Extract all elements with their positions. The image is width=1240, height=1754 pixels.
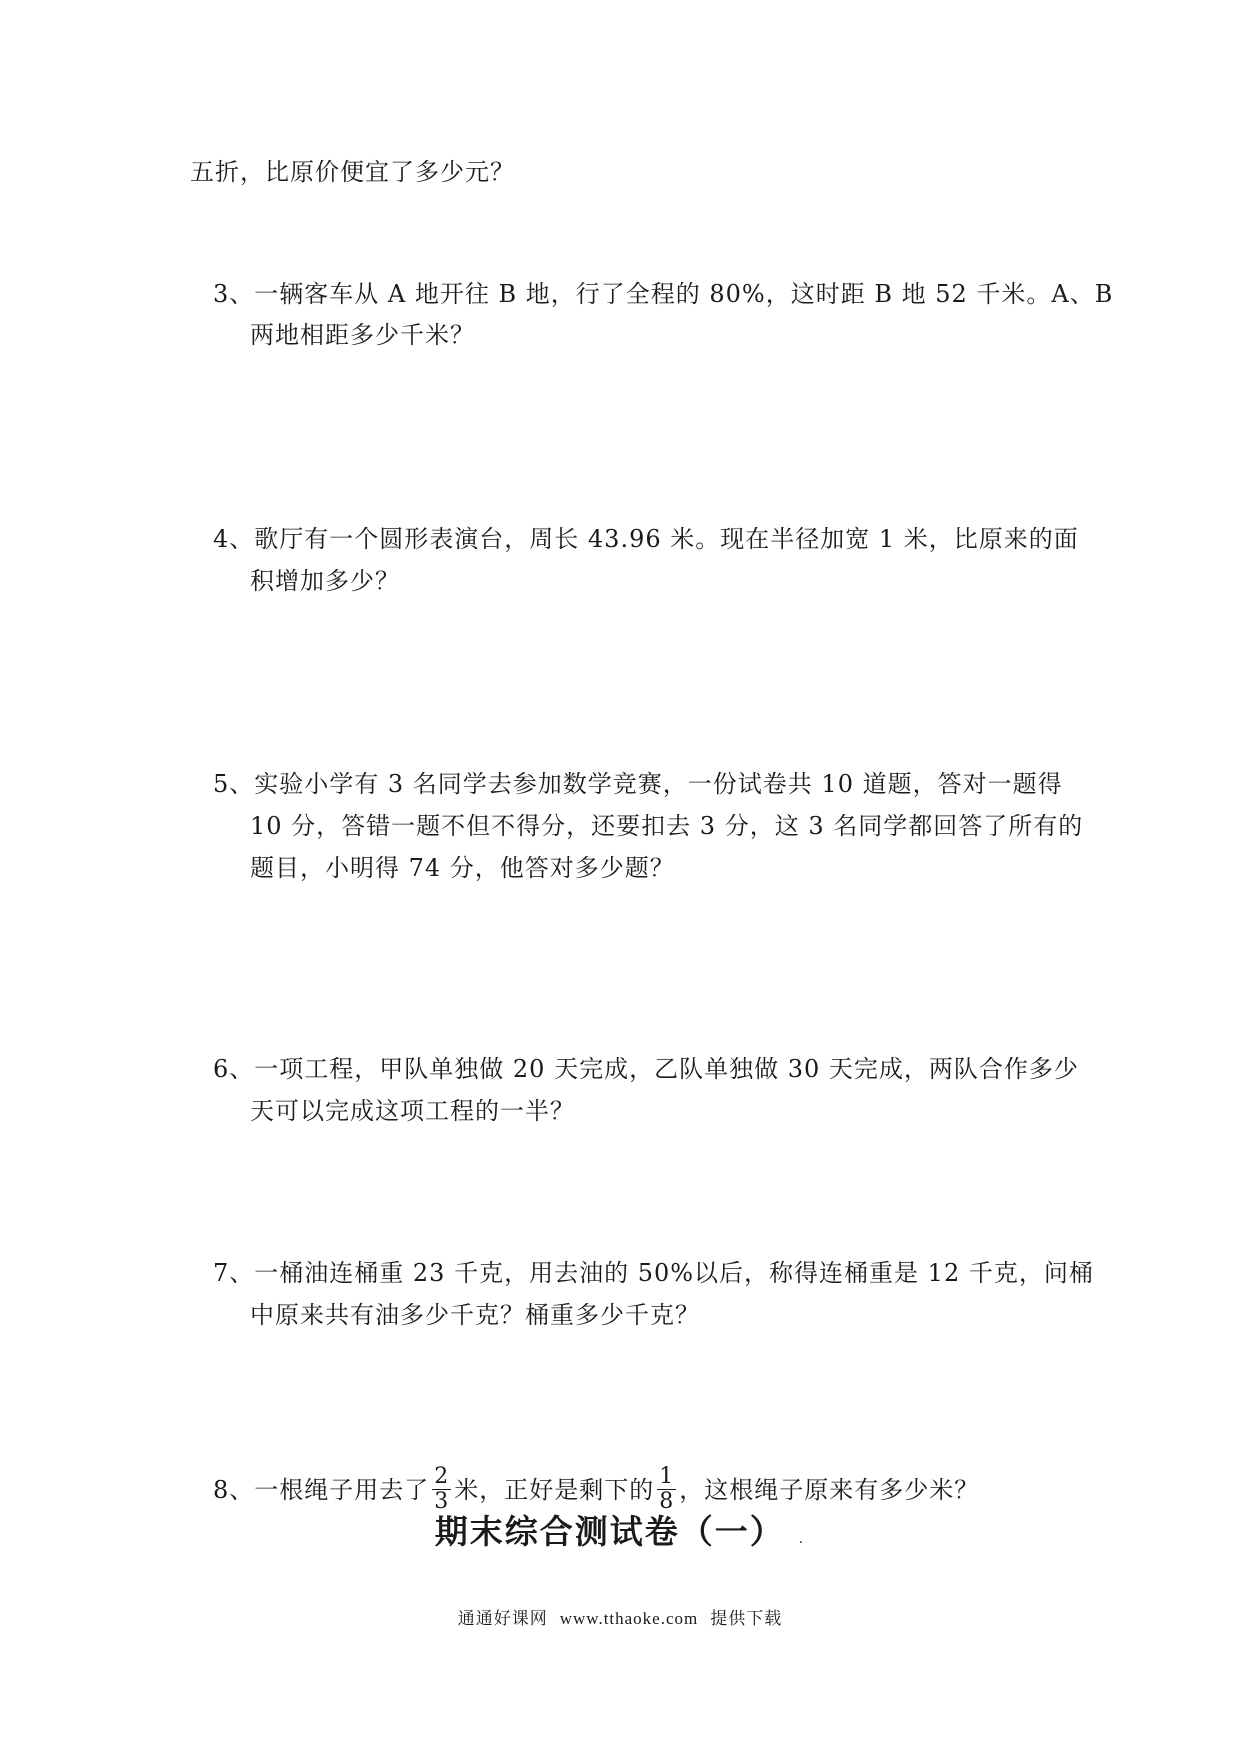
fraction-2-denominator: 8 — [659, 1489, 675, 1514]
question-6-number: 6、 — [213, 1055, 255, 1083]
question-3-line-2: 两地相距多少千米？ — [250, 321, 475, 349]
question-4-line-2: 积增加多少？ — [250, 567, 400, 595]
question-8-text-2: 米，正好是剩下的 — [454, 1476, 655, 1504]
question-4-text-1: 歌厅有一个圆形表演台，周长 43.96 米。现在半径加宽 1 米，比原来的面 — [254, 525, 1079, 553]
question-7-line-1 — [213, 1258, 1094, 1288]
fraction-1-denominator: 3 — [434, 1489, 450, 1514]
fraction-1-numerator: 2 — [434, 1464, 450, 1489]
question-4-number: 4、 — [213, 525, 255, 553]
footer-right-text: 提供下载 — [710, 1609, 783, 1629]
question-6-text-1: 一项工程，甲队单独做 20 天完成，乙队单独做 30 天完成，两队合作多少 — [254, 1055, 1079, 1083]
fraction-2-numerator: 1 — [659, 1464, 675, 1489]
question-7-line-2: 中原来共有油多少千克？桶重多少千克？ — [250, 1301, 700, 1329]
question-7-number: 7、 — [213, 1259, 255, 1287]
exam-title — [0, 1506, 1240, 1553]
question-3-number: 3、 — [213, 280, 255, 308]
question-7-text-1: 一桶油连桶重 23 千克，用去油的 50%以后，称得连桶重是 12 千克，问桶 — [254, 1259, 1094, 1287]
exam-title-text: 期末综合测试卷（一） — [434, 1512, 785, 1551]
footer-website: www.tthaoke.com — [559, 1609, 699, 1628]
question-4-line-1 — [213, 524, 1079, 554]
question-3-line-1 — [213, 279, 1113, 309]
question-8-number: 8、 — [213, 1476, 255, 1504]
question-5-line-2: 10 分，答错一题不但不得分，还要扣去 3 分，这 3 名同学都回答了所有的 — [250, 812, 1084, 840]
title-stray-mark: . — [798, 1531, 806, 1547]
question-5-line-3: 题目，小明得 74 分，他答对多少题？ — [250, 854, 675, 882]
question-5-line-1 — [213, 769, 1063, 799]
question-6-line-1 — [213, 1054, 1079, 1084]
question-2-continuation: 五折，比原价便宜了多少元？ — [190, 158, 515, 186]
question-8-text-1: 一根绳子用去了 — [254, 1476, 430, 1504]
footer-left-text: 通通好课网 — [457, 1609, 548, 1629]
question-3-text-1: 一辆客车从 A 地开往 B 地，行了全程的 80%，这时距 B 地 52 千米。A、B — [254, 280, 1114, 308]
question-6-line-2: 天可以完成这项工程的一半？ — [250, 1097, 575, 1125]
question-5-number: 5、 — [213, 770, 255, 798]
question-8-text-3: ，这根绳子原来有多少米？ — [679, 1476, 980, 1504]
question-5-text-1: 实验小学有 3 名同学去参加数学竞赛，一份试卷共 10 道题，答对一题得 — [254, 770, 1063, 798]
page-footer — [0, 1604, 1240, 1629]
